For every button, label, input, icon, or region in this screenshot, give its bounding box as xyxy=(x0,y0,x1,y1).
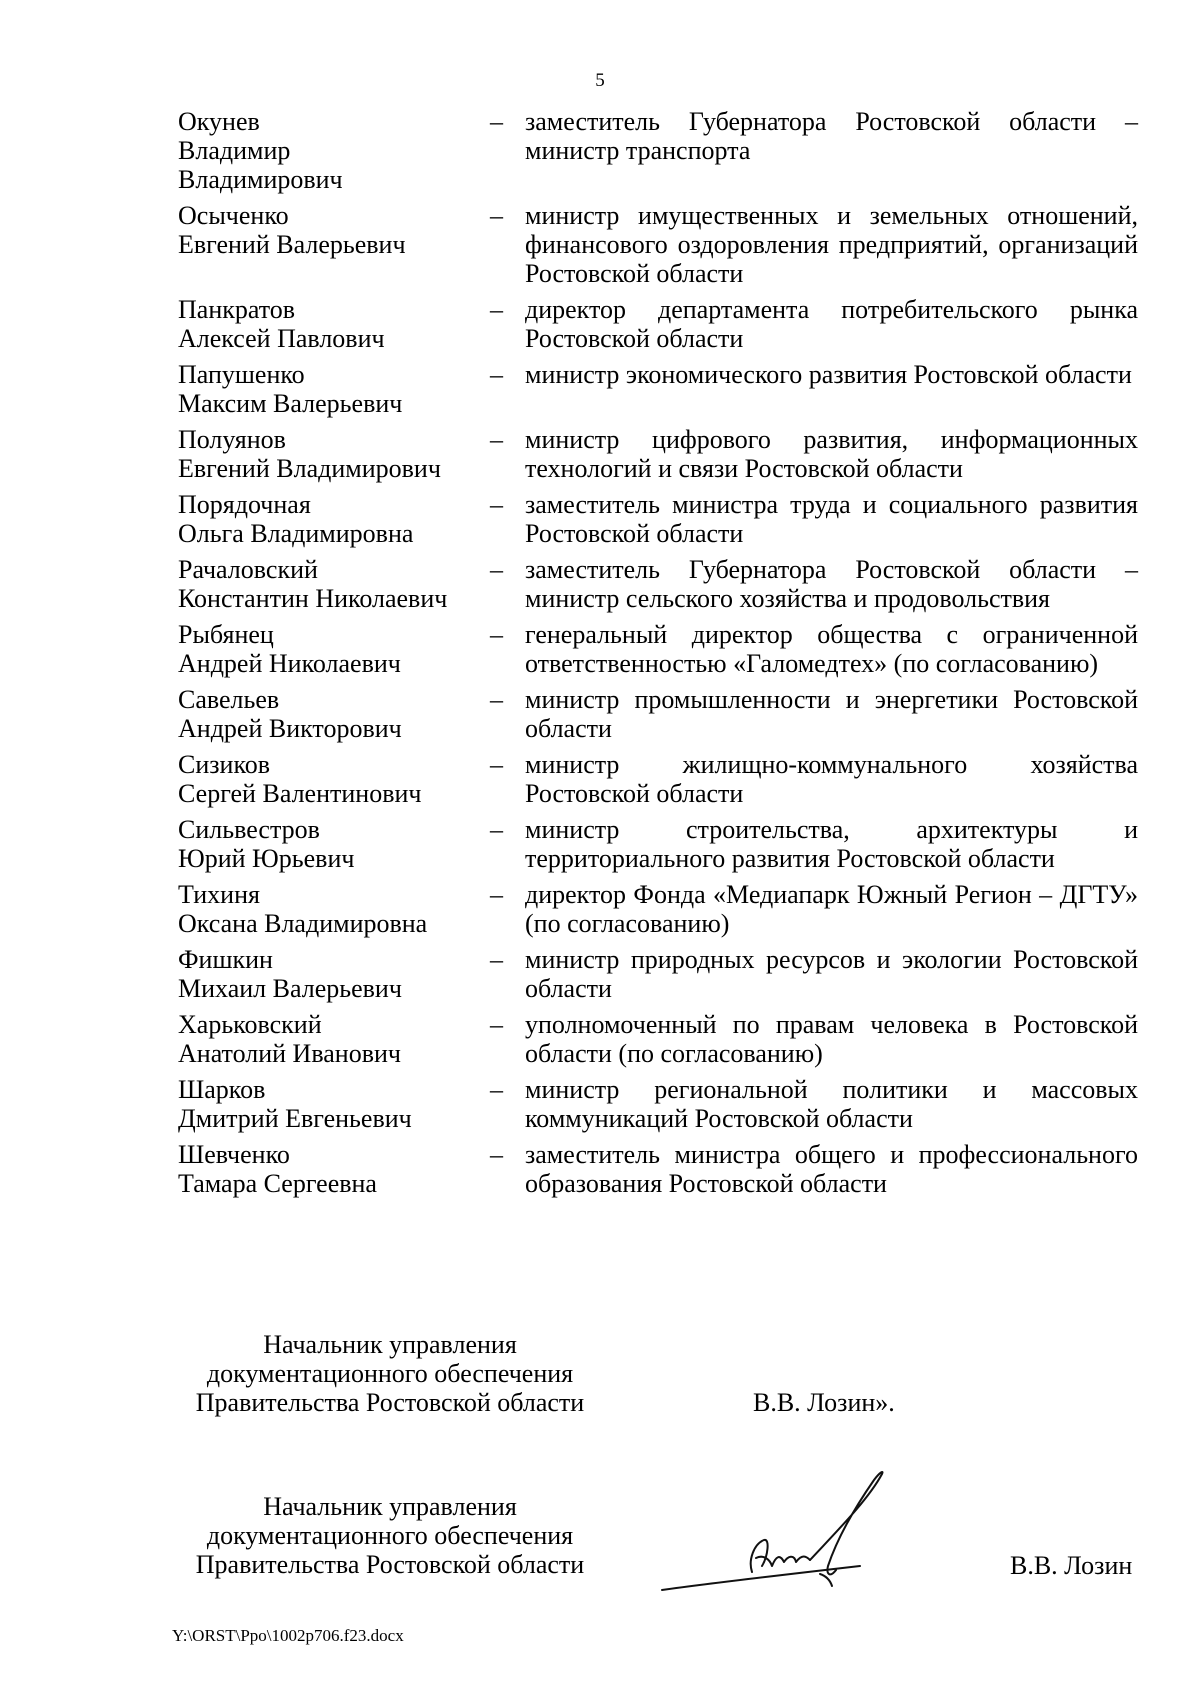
member-position: министр имущественных и земельных отношений, финансового оздоровления предприятий, организаций Ростовской области xyxy=(525,201,1138,288)
member-name-line: Ольга Владимировна xyxy=(178,519,414,548)
member-name-line: Полуянов xyxy=(178,425,286,454)
member-entry xyxy=(0,360,1200,418)
member-position: директор департамента потребительского рынка Ростовской области xyxy=(525,295,1138,353)
entry-dash: – xyxy=(490,201,503,230)
signature-title-line: документационного обеспечения xyxy=(206,1521,574,1550)
member-name-line: Евгений Владимирович xyxy=(178,454,441,483)
signature-block-title xyxy=(170,1330,610,1417)
member-name xyxy=(178,750,478,808)
member-name-line: Тамара Сергеевна xyxy=(178,1169,377,1198)
member-position: министр цифрового развития, информационных технологий и связи Ростовской области xyxy=(525,425,1138,483)
entry-dash: – xyxy=(490,360,503,389)
member-entry xyxy=(0,555,1200,613)
member-position: заместитель министра общего и профессионального образования Ростовской области xyxy=(525,1140,1138,1198)
file-path: Y:\ORST\Ppo\1002p706.f23.docx xyxy=(172,1626,404,1645)
member-position: министр промышленности и энергетики Ростовской области xyxy=(525,685,1138,743)
member-name xyxy=(178,620,478,678)
member-position: генеральный директор общества с ограниченной ответственностью «Галомедтех» (по согласованию) xyxy=(525,620,1138,678)
member-name xyxy=(178,555,478,613)
member-name-line: Порядочная xyxy=(178,490,311,519)
entry-dash: – xyxy=(490,945,503,974)
member-entry xyxy=(0,945,1200,1003)
signatory-name: В.В. Лозин». xyxy=(753,1388,895,1417)
member-name-line: Тихиня xyxy=(178,880,260,909)
member-name-line: Папушенко xyxy=(178,360,305,389)
member-name-line: Оксана Владимировна xyxy=(178,909,428,938)
member-entry xyxy=(0,295,1200,353)
member-name-line: Алексей Павлович xyxy=(178,324,385,353)
signature-block-title xyxy=(170,1492,610,1579)
member-name-line: Михаил Валерьевич xyxy=(178,974,402,1003)
entry-dash: – xyxy=(490,425,503,454)
signature-title-line: Начальник управления xyxy=(263,1330,517,1359)
member-entry xyxy=(0,750,1200,808)
member-name-line: Савельев xyxy=(178,685,280,714)
member-name xyxy=(178,1010,478,1068)
member-name-line: Фишкин xyxy=(178,945,273,974)
page-number: 5 xyxy=(595,70,605,91)
member-position: министр экономического развития Ростовской области xyxy=(525,360,1132,389)
member-entry xyxy=(0,1075,1200,1133)
member-entry xyxy=(0,685,1200,743)
member-list xyxy=(0,107,1200,1205)
signatory-name: В.В. Лозин xyxy=(1010,1551,1133,1580)
member-position: заместитель Губернатора Ростовской области – министр сельского хозяйства и продовольствия xyxy=(525,555,1138,613)
member-name xyxy=(178,1075,478,1133)
member-name-line: Максим Валерьевич xyxy=(178,389,403,418)
member-name xyxy=(178,295,478,353)
member-entry xyxy=(0,620,1200,678)
member-name-line: Дмитрий Евгеньевич xyxy=(178,1104,412,1133)
member-name xyxy=(178,360,478,418)
member-name-line: Андрей Николаевич xyxy=(178,649,401,678)
member-name-line: Владимир xyxy=(178,136,291,165)
entry-dash: – xyxy=(490,555,503,584)
member-entry xyxy=(0,880,1200,938)
entry-dash: – xyxy=(490,490,503,519)
entry-dash: – xyxy=(490,107,503,136)
member-entry xyxy=(0,107,1200,194)
member-entry xyxy=(0,201,1200,288)
member-name-line: Юрий Юрьевич xyxy=(178,844,355,873)
entry-dash: – xyxy=(490,295,503,324)
member-name xyxy=(178,490,478,548)
signature-title-line: документационного обеспечения xyxy=(206,1359,574,1388)
member-position: министр региональной политики и массовых коммуникаций Ростовской области xyxy=(525,1075,1138,1133)
entry-dash: – xyxy=(490,815,503,844)
member-name xyxy=(178,815,478,873)
member-entry xyxy=(0,1140,1200,1198)
signature-title-line: Правительства Ростовской области xyxy=(195,1388,585,1417)
entry-dash: – xyxy=(490,880,503,909)
member-position: заместитель министра труда и социального развития Ростовской области xyxy=(525,490,1138,548)
member-name-line: Рыбянец xyxy=(178,620,274,649)
member-name-line: Сергей Валентинович xyxy=(178,779,422,808)
member-position: министр строительства, архитектуры и территориального развития Ростовской области xyxy=(525,815,1138,873)
member-position: заместитель Губернатора Ростовской области – министр транспорта xyxy=(525,107,1138,165)
member-name-line: Сизиков xyxy=(178,750,271,779)
member-entry xyxy=(0,490,1200,548)
member-name-line: Сильвестров xyxy=(178,815,320,844)
member-name-line: Шевченко xyxy=(178,1140,290,1169)
member-name-line: Окунев xyxy=(178,107,260,136)
member-name xyxy=(178,107,478,194)
signature-title-line: Правительства Ростовской области xyxy=(195,1550,585,1579)
member-position: министр жилищно-коммунального хозяйства Ростовской области xyxy=(525,750,1138,808)
member-name xyxy=(178,201,478,259)
entry-dash: – xyxy=(490,620,503,649)
member-name-line: Панкратов xyxy=(178,295,296,324)
member-name-line: Андрей Викторович xyxy=(178,714,402,743)
member-entry xyxy=(0,815,1200,873)
member-name xyxy=(178,880,478,938)
member-entry xyxy=(0,1010,1200,1068)
entry-dash: – xyxy=(490,1010,503,1039)
member-name-line: Константин Николаевич xyxy=(178,584,448,613)
member-position: министр природных ресурсов и экологии Ростовской области xyxy=(525,945,1138,1003)
member-name-line: Шарков xyxy=(178,1075,266,1104)
member-name xyxy=(178,685,478,743)
member-name xyxy=(178,425,478,483)
member-name-line: Харьковский xyxy=(178,1010,322,1039)
signature-title-line: Начальник управления xyxy=(263,1492,517,1521)
member-position: директор Фонда «Медиапарк Южный Регион – ДГТУ» (по согласованию) xyxy=(525,880,1138,938)
member-name-line: Владимирович xyxy=(178,165,343,194)
member-name xyxy=(178,1140,478,1198)
member-name-line: Евгений Валерьевич xyxy=(178,230,406,259)
member-entry xyxy=(0,425,1200,483)
member-name xyxy=(178,945,478,1003)
member-name-line: Осыченко xyxy=(178,201,289,230)
entry-dash: – xyxy=(490,750,503,779)
entry-dash: – xyxy=(490,685,503,714)
handwritten-signature xyxy=(660,1470,910,1600)
member-name-line: Рачаловский xyxy=(178,555,318,584)
member-name-line: Анатолий Иванович xyxy=(178,1039,401,1068)
entry-dash: – xyxy=(490,1075,503,1104)
entry-dash: – xyxy=(490,1140,503,1169)
member-position: уполномоченный по правам человека в Ростовской области (по согласованию) xyxy=(525,1010,1138,1068)
